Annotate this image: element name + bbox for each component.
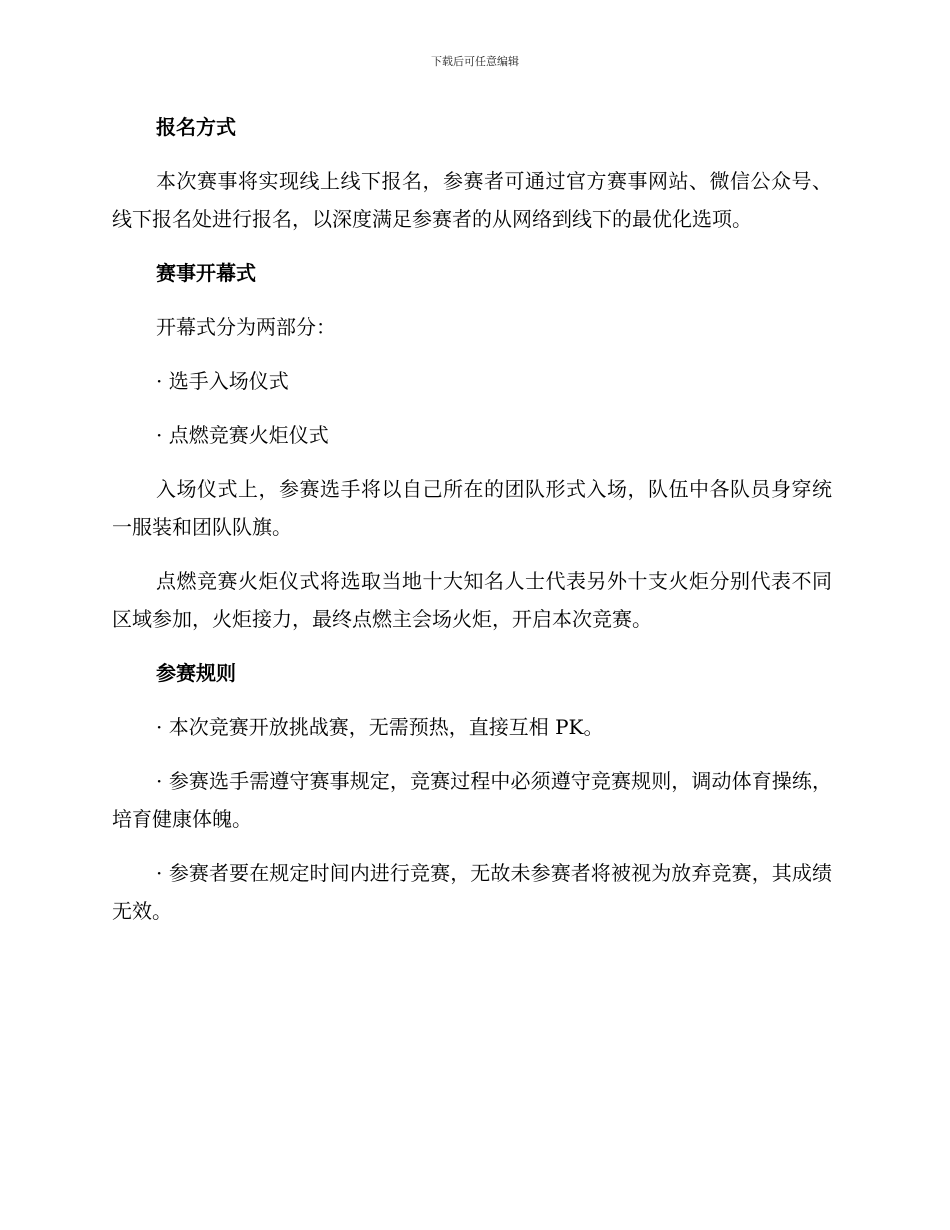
header-note: 下载后可任意编辑 [431, 55, 519, 68]
rules-item: · 本次竞赛开放挑战赛，无需预热，直接互相 PK。 [156, 715, 604, 739]
registration-paragraph: 本次赛事将实现线上线下报名，参赛者可通过官方赛事网站、微信公众号、线下报名处进行报名，以深度满足参赛者的从网络到线下的最优化选项。 [112, 169, 832, 231]
rules-item: · 参赛选手需遵守赛事规定，竞赛过程中必须遵守竞赛规则，调动体育操练，培育健康体魄。 [112, 769, 832, 831]
opening-paragraph-torch: 点燃竞赛火炬仪式将选取当地十大知名人士代表另外十支火炬分别代表不同区域参加，火炬接力，最终点燃主会场火炬，开启本次竞赛。 [112, 569, 832, 631]
section-title-rules: 参赛规则 [156, 661, 236, 685]
document-body [112, 108, 832, 946]
opening-intro: 开幕式分为两部分： [156, 315, 336, 339]
opening-bullet-item: · 选手入场仪式 [156, 369, 289, 393]
opening-bullet-item: · 点燃竞赛火炬仪式 [156, 423, 329, 447]
section-title-registration: 报名方式 [156, 115, 236, 139]
rules-item: · 参赛者要在规定时间内进行竞赛，无故未参赛者将被视为放弃竞赛，其成绩无效。 [112, 861, 832, 923]
opening-paragraph-entrance: 入场仪式上，参赛选手将以自己所在的团队形式入场，队伍中各队员身穿统一服装和团队队旗。 [112, 477, 832, 539]
section-title-opening: 赛事开幕式 [156, 261, 256, 285]
